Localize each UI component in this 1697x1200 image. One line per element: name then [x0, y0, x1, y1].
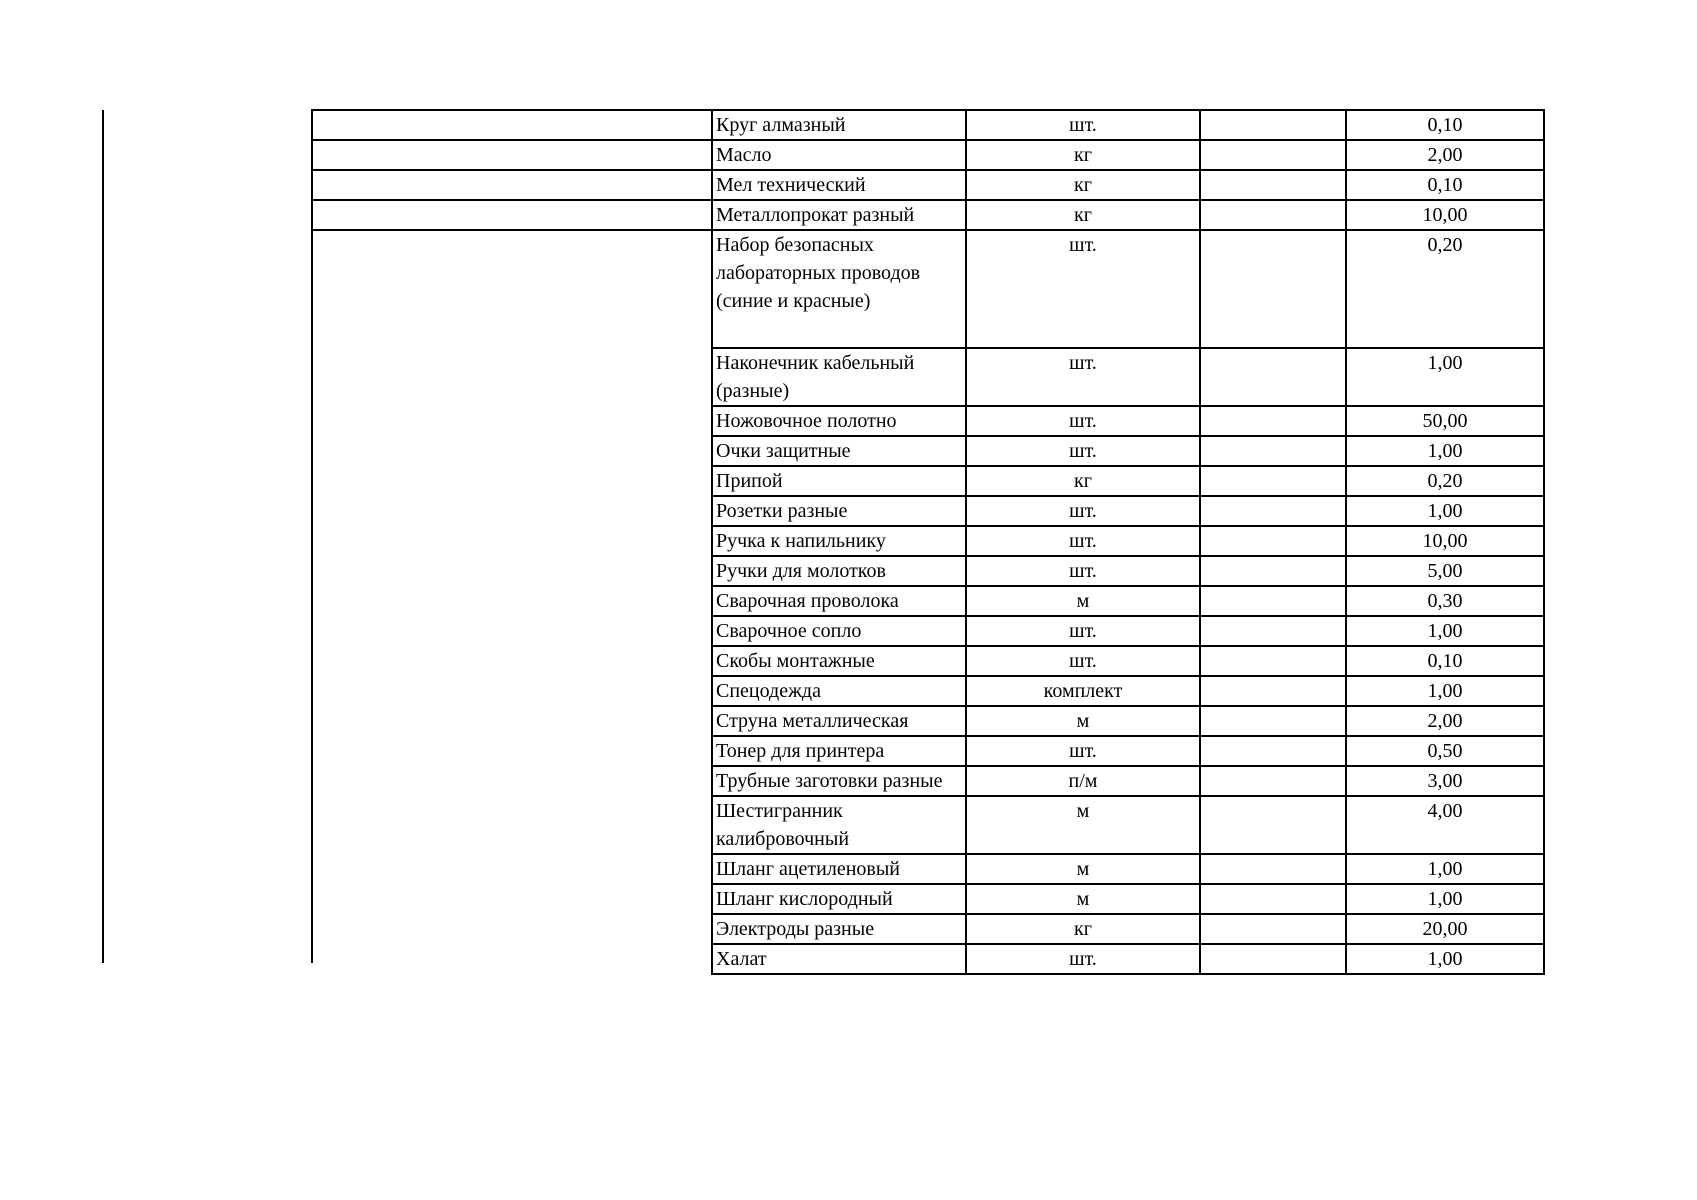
empty-cell: [1200, 526, 1346, 556]
item-name-cell: Ручка к напильнику: [712, 526, 966, 556]
quantity-cell: 50,00: [1346, 406, 1544, 436]
empty-cell: [1200, 348, 1346, 406]
table-row: [311, 496, 1544, 526]
item-name-cell: Трубные заготовки разные: [712, 766, 966, 796]
item-name-cell: Розетки разные: [712, 496, 966, 526]
quantity-cell: 0,10: [1346, 170, 1544, 200]
empty-cell: [1200, 854, 1346, 884]
empty-cell: [1200, 736, 1346, 766]
blank-cell: [311, 914, 712, 944]
unit-cell: шт.: [966, 496, 1200, 526]
blank-cell: [311, 884, 712, 914]
table-row: [311, 646, 1544, 676]
quantity-cell: 5,00: [1346, 556, 1544, 586]
unit-cell: шт.: [966, 436, 1200, 466]
materials-table: [311, 109, 1545, 975]
table-row: [311, 586, 1544, 616]
quantity-cell: 0,30: [1346, 586, 1544, 616]
item-name-cell: Халат: [712, 944, 966, 974]
page-left-border: [102, 110, 104, 963]
table-row: [311, 526, 1544, 556]
unit-cell: шт.: [966, 348, 1200, 406]
table-row: [311, 230, 1544, 348]
blank-cell: [311, 348, 712, 406]
quantity-cell: 1,00: [1346, 854, 1544, 884]
quantity-cell: 0,20: [1346, 466, 1544, 496]
blank-cell: [311, 586, 712, 616]
blank-cell: [311, 140, 712, 170]
table-row: [311, 200, 1544, 230]
item-name-cell: Ножовочное полотно: [712, 406, 966, 436]
table-row: [311, 466, 1544, 496]
quantity-cell: 2,00: [1346, 140, 1544, 170]
quantity-cell: 0,10: [1346, 110, 1544, 140]
blank-cell: [311, 170, 712, 200]
item-name-cell: Масло: [712, 140, 966, 170]
blank-cell: [311, 200, 712, 230]
blank-cell: [311, 706, 712, 736]
table-row: [311, 616, 1544, 646]
unit-cell: кг: [966, 170, 1200, 200]
quantity-cell: 1,00: [1346, 884, 1544, 914]
unit-cell: кг: [966, 466, 1200, 496]
quantity-cell: 0,10: [1346, 646, 1544, 676]
empty-cell: [1200, 140, 1346, 170]
empty-cell: [1200, 586, 1346, 616]
item-name-cell: Сварочное сопло: [712, 616, 966, 646]
blank-cell: [311, 526, 712, 556]
empty-cell: [1200, 230, 1346, 348]
empty-cell: [1200, 884, 1346, 914]
unit-cell: кг: [966, 914, 1200, 944]
table-row: [311, 556, 1544, 586]
item-name-cell: Круг алмазный: [712, 110, 966, 140]
unit-cell: шт.: [966, 406, 1200, 436]
table-row: [311, 944, 1544, 974]
unit-cell: шт.: [966, 646, 1200, 676]
item-name-cell: Металлопрокат разный: [712, 200, 966, 230]
quantity-cell: 0,20: [1346, 230, 1544, 348]
unit-cell: комплект: [966, 676, 1200, 706]
table-row: [311, 406, 1544, 436]
item-name-cell: Наконечник кабельный (разные): [712, 348, 966, 406]
blank-cell: [311, 496, 712, 526]
empty-cell: [1200, 796, 1346, 854]
item-name-cell: Струна металлическая: [712, 706, 966, 736]
blank-cell: [311, 676, 712, 706]
unit-cell: шт.: [966, 736, 1200, 766]
unit-cell: м: [966, 586, 1200, 616]
empty-cell: [1200, 170, 1346, 200]
table-row: [311, 766, 1544, 796]
unit-cell: м: [966, 706, 1200, 736]
blank-cell: [311, 736, 712, 766]
item-name-cell: Скобы монтажные: [712, 646, 966, 676]
blank-cell: [311, 766, 712, 796]
empty-cell: [1200, 914, 1346, 944]
quantity-cell: 10,00: [1346, 526, 1544, 556]
item-name-cell: Спецодежда: [712, 676, 966, 706]
quantity-cell: 20,00: [1346, 914, 1544, 944]
blank-cell: [311, 230, 712, 348]
unit-cell: шт.: [966, 230, 1200, 348]
empty-cell: [1200, 436, 1346, 466]
blank-cell: [311, 406, 712, 436]
blank-cell: [311, 646, 712, 676]
item-name-cell: Набор безопасных лабораторных проводов (синие и красные): [712, 230, 966, 348]
item-name-cell: Очки защитные: [712, 436, 966, 466]
table-row: [311, 110, 1544, 140]
item-name-cell: Тонер для принтера: [712, 736, 966, 766]
table-row: [311, 736, 1544, 766]
table-row: [311, 436, 1544, 466]
table-row: [311, 170, 1544, 200]
quantity-cell: 1,00: [1346, 496, 1544, 526]
table-row: [311, 348, 1544, 406]
table-row: [311, 884, 1544, 914]
item-name-cell: Ручки для молотков: [712, 556, 966, 586]
blank-cell: [311, 436, 712, 466]
item-name-cell: Мел технический: [712, 170, 966, 200]
quantity-cell: 3,00: [1346, 766, 1544, 796]
empty-cell: [1200, 616, 1346, 646]
blank-cell: [311, 110, 712, 140]
blank-cell: [311, 556, 712, 586]
item-name-cell: Шланг ацетиленовый: [712, 854, 966, 884]
table-row: [311, 706, 1544, 736]
unit-cell: шт.: [966, 944, 1200, 974]
empty-cell: [1200, 200, 1346, 230]
unit-cell: шт.: [966, 616, 1200, 646]
unit-cell: м: [966, 884, 1200, 914]
quantity-cell: 1,00: [1346, 676, 1544, 706]
table-row: [311, 140, 1544, 170]
quantity-cell: 10,00: [1346, 200, 1544, 230]
table-row: [311, 796, 1544, 854]
empty-cell: [1200, 646, 1346, 676]
table-row: [311, 914, 1544, 944]
blank-cell: [311, 854, 712, 884]
unit-cell: шт.: [966, 556, 1200, 586]
quantity-cell: 1,00: [1346, 616, 1544, 646]
empty-cell: [1200, 406, 1346, 436]
blank-cell: [311, 466, 712, 496]
unit-cell: кг: [966, 200, 1200, 230]
quantity-cell: 1,00: [1346, 944, 1544, 974]
quantity-cell: 1,00: [1346, 348, 1544, 406]
unit-cell: шт.: [966, 526, 1200, 556]
unit-cell: м: [966, 796, 1200, 854]
blank-cell: [311, 616, 712, 646]
quantity-cell: 2,00: [1346, 706, 1544, 736]
empty-cell: [1200, 556, 1346, 586]
blank-cell: [311, 944, 712, 974]
quantity-cell: 1,00: [1346, 436, 1544, 466]
item-name-cell: Сварочная проволока: [712, 586, 966, 616]
unit-cell: п/м: [966, 766, 1200, 796]
empty-cell: [1200, 496, 1346, 526]
item-name-cell: Шестигранник калибровочный: [712, 796, 966, 854]
blank-cell: [311, 796, 712, 854]
quantity-cell: 0,50: [1346, 736, 1544, 766]
empty-cell: [1200, 110, 1346, 140]
item-name-cell: Электроды разные: [712, 914, 966, 944]
quantity-cell: 4,00: [1346, 796, 1544, 854]
empty-cell: [1200, 466, 1346, 496]
unit-cell: м: [966, 854, 1200, 884]
item-name-cell: Припой: [712, 466, 966, 496]
empty-cell: [1200, 944, 1346, 974]
item-name-cell: Шланг кислородный: [712, 884, 966, 914]
empty-cell: [1200, 766, 1346, 796]
table-row: [311, 854, 1544, 884]
empty-cell: [1200, 706, 1346, 736]
empty-cell: [1200, 676, 1346, 706]
unit-cell: шт.: [966, 110, 1200, 140]
unit-cell: кг: [966, 140, 1200, 170]
table-row: [311, 676, 1544, 706]
